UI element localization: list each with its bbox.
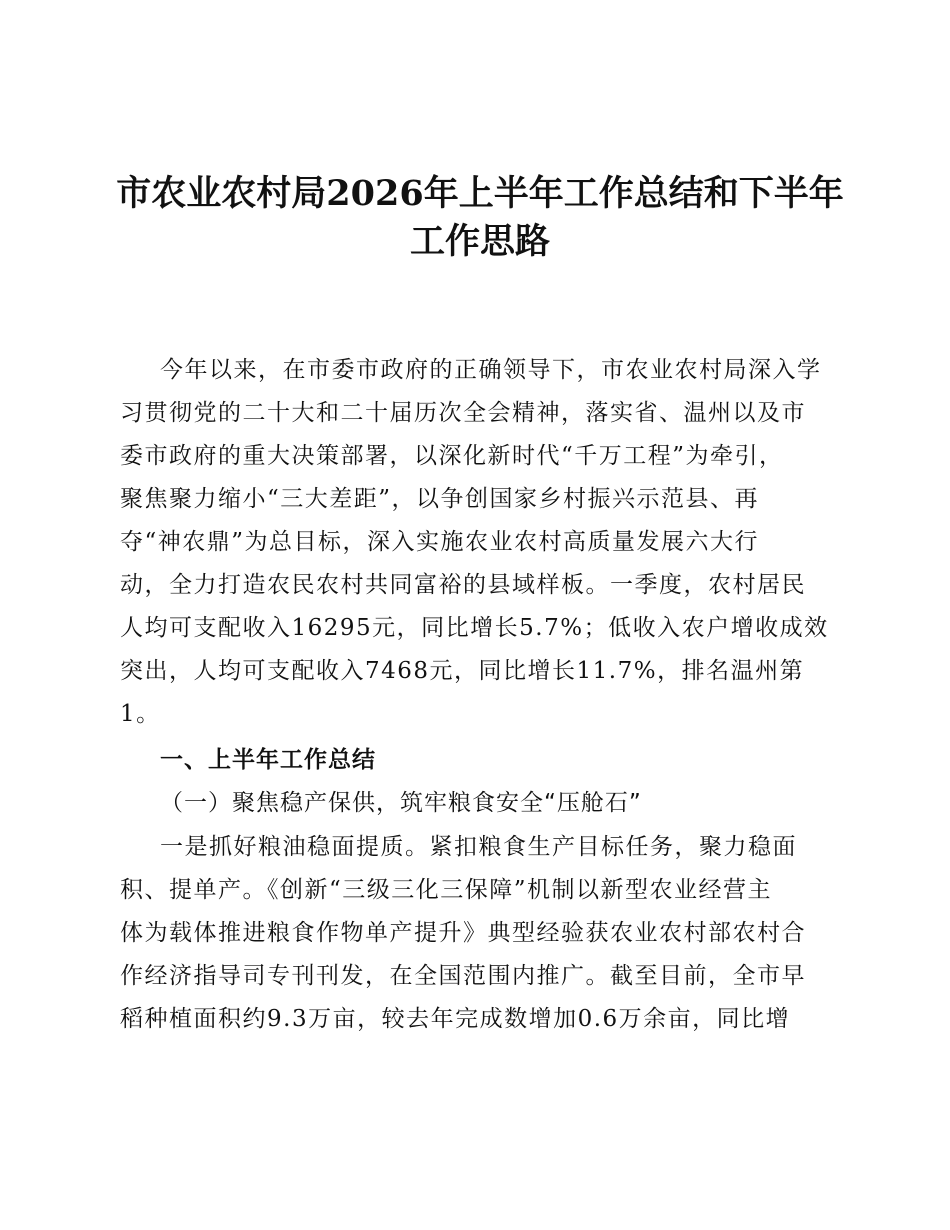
paragraph-1-line: 动，全力打造农民农村共同富裕的县域样板。一季度，农村居民: [120, 572, 806, 598]
section-heading: 一、上半年工作总结: [160, 747, 376, 773]
paragraph-1-line: 习贯彻党的二十大和二十届历次全会精神，落实省、温州以及市: [120, 400, 806, 426]
paragraph-2-line: 体为载体推进粮食作物单产提升》典型经验获农业农村部农村合: [120, 920, 806, 946]
paragraph-1-line: 今年以来，在市委市政府的正确领导下，市农业农村局深入学: [160, 357, 822, 383]
paragraph-1-line: 聚焦聚力缩小“三大差距”，以争创国家乡村振兴示范县、再: [120, 486, 760, 512]
document-title-line-1: 市农业农村局2026年上半年工作总结和下半年: [116, 173, 844, 214]
paragraph-2-line: 一是抓好粮油稳面提质。紧扣粮食生产目标任务，聚力稳面: [160, 834, 797, 860]
paragraph-2-line: 稻种植面积约9.3万亩，较去年完成数增加0.6万余亩，同比增: [120, 1006, 791, 1032]
paragraph-1-line: 人均可支配收入16295元，同比增长5.7%；低收入农户增收成效: [120, 615, 829, 641]
paragraph-2-line: 作经济指导司专刊刊发，在全国范围内推广。截至目前，全市早: [120, 963, 806, 989]
document-title-line-2: 工作思路: [409, 221, 550, 262]
paragraph-1-line: 1。: [120, 701, 161, 727]
paragraph-1-line: 突出，人均可支配收入7468元，同比增长11.7%，排名温州第: [120, 658, 805, 684]
subsection-heading: （一）聚焦稳产保供，筑牢粮食安全“压舱石”: [160, 790, 642, 816]
paragraph-2-line: 积、提单产。《创新“三级三化三保障”机制以新型农业经营主: [120, 877, 773, 903]
paragraph-1-line: 委市政府的重大决策部署，以深化新时代“千万工程”为牵引，: [120, 443, 784, 469]
paragraph-1-line: 夺“神农鼎”为总目标，深入实施农业农村高质量发展六大行: [120, 529, 760, 555]
